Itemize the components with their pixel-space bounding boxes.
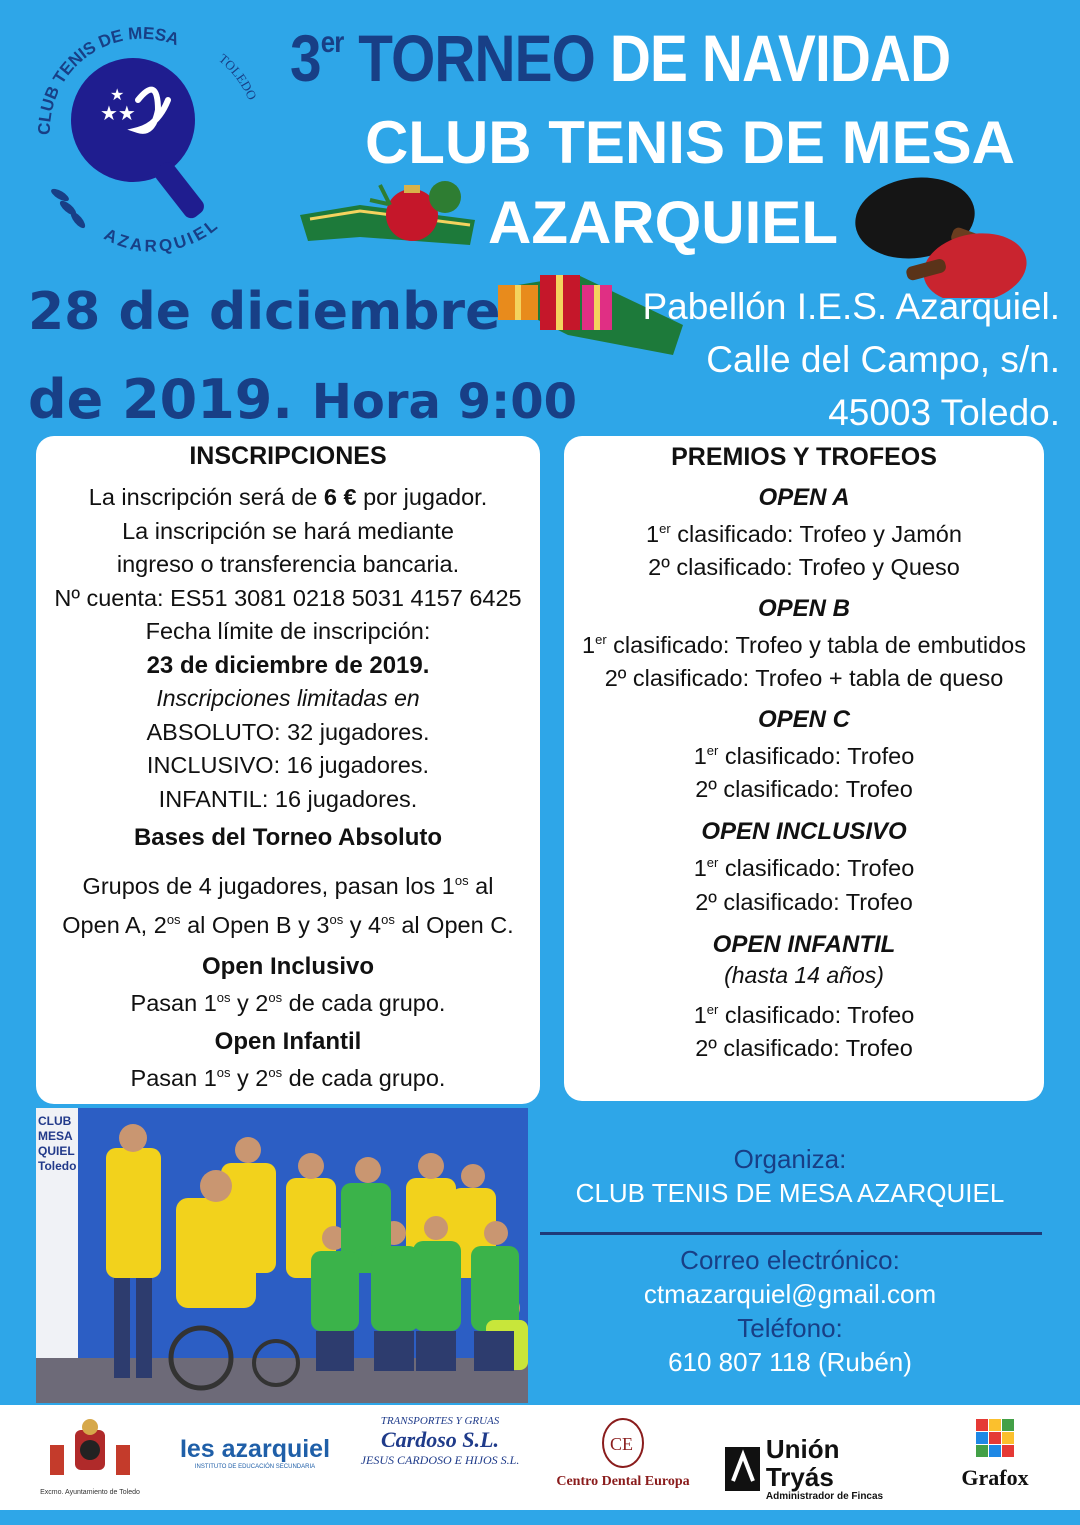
fee-amount: 6 € xyxy=(323,484,357,510)
event-date-line2 xyxy=(28,368,577,431)
bases-sup: os xyxy=(381,912,395,928)
event-year: de 2019. xyxy=(28,368,293,431)
open-inclusivo-first xyxy=(564,846,1044,885)
open-b-second: 2º clasificado: Trofeo + tabla de queso xyxy=(604,665,1004,692)
email-label: Correo electrónico: xyxy=(680,1245,900,1275)
limit-inclusivo: INCLUSIVO: 16 jugadores. xyxy=(146,752,430,778)
limits-label: Inscripciones limitadas en xyxy=(156,685,420,711)
sponsor-union-tryas xyxy=(725,1435,910,1525)
open-b-heading: OPEN B xyxy=(757,594,850,622)
pass-text: y 2 xyxy=(230,1064,269,1091)
ordinal: 1 xyxy=(646,520,660,547)
dental-name: Centro Dental Europa xyxy=(556,1474,690,1489)
title-ordinal: er xyxy=(320,26,344,59)
sponsor-cardoso xyxy=(350,1415,530,1505)
organizer-name: CLUB TENIS DE MESA AZARQUIEL xyxy=(575,1178,1005,1208)
photo-banner-text: CLUB MESA QUIEL Toledo xyxy=(38,1114,77,1173)
sponsor-dental xyxy=(548,1415,698,1505)
prize-text: clasificado: Trofeo xyxy=(718,1001,915,1028)
cardoso-arc: TRANSPORTES Y GRUAS xyxy=(380,1415,500,1427)
venue-line3: 45003 Toledo. xyxy=(828,392,1060,433)
registration-card xyxy=(36,436,540,1104)
event-date-line1: 28 de diciembre xyxy=(28,282,501,342)
prize-text: clasificado: Trofeo xyxy=(718,742,915,769)
venue-line2: Calle del Campo, s/n. xyxy=(706,339,1060,380)
open-a-heading: OPEN A xyxy=(758,484,850,511)
prize-text: clasificado: Trofeo y tabla de embutidos xyxy=(606,631,1026,658)
limit-absoluto: ABSOLUTO: 32 jugadores. xyxy=(146,718,430,745)
ordinal-sup: er xyxy=(706,855,719,871)
pass-sup: os xyxy=(216,989,231,1005)
venue-line1: Pabellón I.E.S. Azarquiel. xyxy=(642,286,1060,327)
bases-text: al xyxy=(468,872,494,899)
ordinal: 1 xyxy=(693,855,707,882)
email-link[interactable]: ctmazarquiel@gmail.com xyxy=(643,1279,937,1309)
prizes-heading: PREMIOS Y TROFEOS xyxy=(671,443,937,471)
svg-text:TOLEDO xyxy=(216,51,260,102)
open-c-first xyxy=(564,734,1044,773)
title-navidad: DE NAVIDAD xyxy=(609,21,951,95)
open-infantil-note: (hasta 14 años) xyxy=(724,962,884,989)
title-number: 3 xyxy=(290,21,321,95)
pass-text: de cada grupo. xyxy=(282,1064,446,1091)
fee-text xyxy=(36,481,540,515)
pass-text: Pasan 1 xyxy=(130,989,217,1016)
event-title xyxy=(290,20,951,110)
inclusivo-rule xyxy=(36,981,540,1020)
logo-city-text: TOLEDO xyxy=(216,50,260,103)
bases-line1 xyxy=(36,864,540,903)
paddles-icon xyxy=(845,168,1035,298)
christmas-ornament-icon xyxy=(300,175,490,265)
inclusivo-heading: Open Inclusivo xyxy=(201,952,375,980)
coat-of-arms-icon xyxy=(40,1415,140,1485)
open-infantil-first xyxy=(564,993,1044,1032)
event-time: Hora 9:00 xyxy=(311,374,578,430)
bases-line2 xyxy=(36,903,540,942)
club-name-line1: CLUB TENIS DE MESA xyxy=(364,109,1016,176)
svg-text:★: ★ xyxy=(110,85,125,104)
ordinal-sup: er xyxy=(706,742,719,758)
infantil-heading: Open Infantil xyxy=(214,1027,362,1055)
svg-text:AZARQUIEL xyxy=(101,214,223,255)
prize-text: clasificado: Trofeo xyxy=(718,855,915,882)
open-a-second: 2º clasificado: Trofeo y Queso xyxy=(648,554,960,581)
pass-text: y 2 xyxy=(230,989,269,1016)
union-tryas-icon xyxy=(725,1447,760,1491)
ordinal-sup: er xyxy=(595,631,607,647)
pass-text: Pasan 1 xyxy=(130,1064,217,1091)
bases-sup: os xyxy=(329,912,344,928)
open-b-first xyxy=(564,623,1044,662)
grafox-name: Grafox xyxy=(961,1465,1029,1490)
svg-text:★★: ★★ xyxy=(100,101,136,125)
open-infantil-second: 2º clasificado: Trofeo xyxy=(695,1035,913,1062)
sponsor-ies-azarquiel xyxy=(175,1435,335,1525)
fee-pre: La inscripción será de xyxy=(88,484,324,510)
open-inclusivo-second: 2º clasificado: Trofeo xyxy=(695,888,913,915)
prizes-card xyxy=(564,436,1044,1101)
team-photo xyxy=(36,1108,528,1403)
phone-label: Teléfono: xyxy=(737,1313,843,1343)
contact-block xyxy=(540,1243,1040,1379)
logo-club-text: AZARQUIEL xyxy=(101,214,224,255)
pass-text: de cada grupo. xyxy=(282,989,446,1016)
club-logo xyxy=(18,10,263,255)
method-line2: ingreso o transferencia bancaria. xyxy=(116,551,460,577)
ordinal: 1 xyxy=(582,631,596,658)
ies-name: Ies azarquiel xyxy=(179,1435,331,1463)
ayuntamiento-name: Excmo. Ayuntamiento de Toledo xyxy=(40,1489,140,1496)
union-sub: Administrador de Fincas xyxy=(765,1491,884,1502)
pass-sup: os xyxy=(268,1064,283,1080)
ies-sub: INSTITUTO DE EDUCACIÓN SECUNDARIA xyxy=(194,1464,316,1470)
club-name-line2: AZARQUIEL xyxy=(488,189,838,256)
bank-account: Nº cuenta: ES51 3081 0218 5031 4157 6425 xyxy=(54,584,522,611)
method-line1: La inscripción se hará mediante xyxy=(122,517,454,544)
ordinal: 1 xyxy=(693,742,707,769)
bases-heading: Bases del Torneo Absoluto xyxy=(133,824,443,851)
dental-logo-icon xyxy=(598,1415,648,1470)
open-c-second: 2º clasificado: Trofeo xyxy=(695,775,913,802)
limit-infantil: INFANTIL: 16 jugadores. xyxy=(158,785,418,812)
venue-address xyxy=(620,280,1060,439)
bases-text: al Open C. xyxy=(394,912,514,939)
sponsors-bar xyxy=(0,1405,1080,1510)
open-a-first xyxy=(564,512,1044,551)
divider xyxy=(540,1232,1042,1235)
title-torneo: TORNEO xyxy=(358,21,595,95)
ordinal-sup: er xyxy=(659,521,671,536)
infantil-rule xyxy=(36,1056,540,1095)
fee-post: por jugador. xyxy=(356,484,488,510)
organizer-block xyxy=(540,1142,1040,1210)
registration-heading: INSCRIPCIONES xyxy=(189,442,387,470)
pass-sup: os xyxy=(268,989,283,1005)
cardoso-sub: JESUS CARDOSO E HIJOS S.L. xyxy=(360,1453,520,1467)
ordinal-sup: er xyxy=(706,1001,719,1017)
phone-number[interactable]: 610 807 118 (Rubén) xyxy=(668,1347,912,1377)
deadline-date: 23 de diciembre de 2019. xyxy=(146,651,430,679)
union-name: Unión Tryás xyxy=(765,1434,840,1492)
open-infantil-heading: OPEN INFANTIL xyxy=(712,931,896,959)
logo-ring-text: CLUB TENIS DE MESA xyxy=(34,23,182,136)
open-c-heading: OPEN C xyxy=(757,705,850,733)
bases-sup: os xyxy=(166,912,181,928)
prize-text: clasificado: Trofeo y Jamón xyxy=(670,520,962,547)
svg-text:CE: CE xyxy=(610,1434,634,1454)
deadline-label: Fecha límite de inscripción: xyxy=(145,618,431,644)
open-inclusivo-heading: OPEN INCLUSIVO xyxy=(701,818,907,846)
ordinal: 1 xyxy=(693,1001,707,1028)
sponsor-ayuntamiento xyxy=(30,1415,150,1505)
club-logo-graphic xyxy=(18,10,263,255)
bases-sup: os xyxy=(454,873,469,888)
sponsor-grafox xyxy=(930,1415,1060,1505)
grafox-cube-icon xyxy=(972,1415,1018,1461)
bases-text: al Open B y 3 xyxy=(180,912,330,939)
bases-text: Open A, 2 xyxy=(62,912,167,939)
team-players-graphic xyxy=(76,1108,528,1403)
bases-text: Grupos de 4 jugadores, pasan los 1 xyxy=(82,872,455,899)
cardoso-name: Cardoso S.L. xyxy=(381,1427,499,1452)
pass-sup: os xyxy=(216,1064,231,1080)
bases-text: y 4 xyxy=(343,912,382,939)
organizer-label: Organiza: xyxy=(733,1144,847,1174)
